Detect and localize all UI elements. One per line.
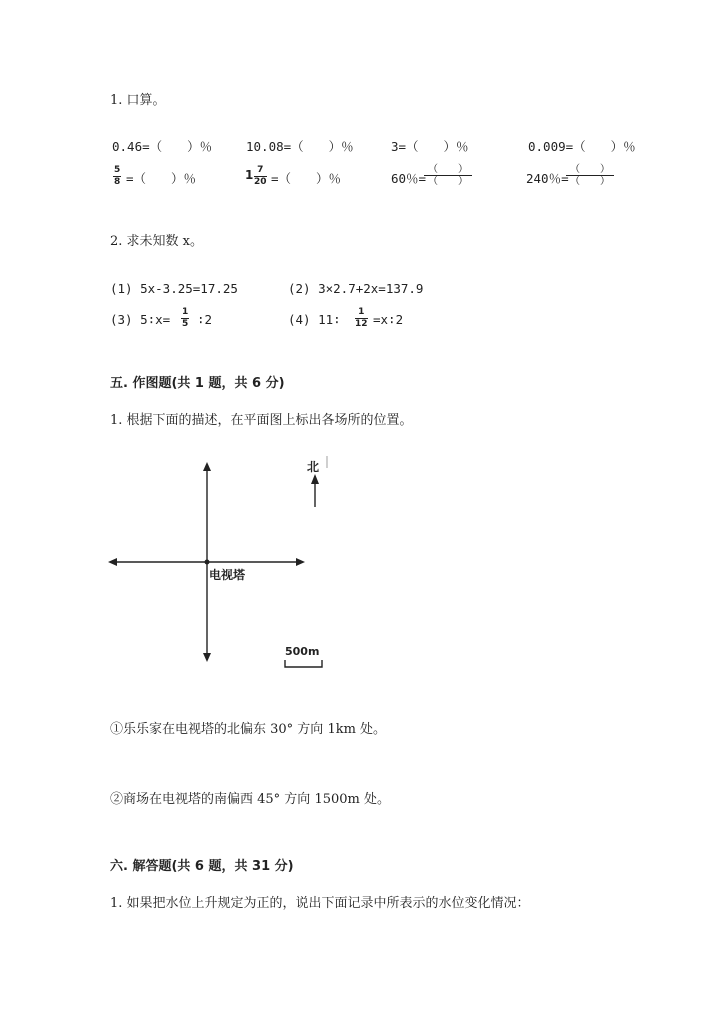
axis-arrow-left [108,558,117,566]
equation-2: (2) 3×2.7+2x=137.9 [288,281,424,296]
axis-arrow-up [203,462,211,471]
section-6-question-1: 1. 如果把水位上升规定为正的，说出下面记录中所表示的水位变化情况： [110,896,530,911]
calc-item-7-lead: 60％= [391,171,427,186]
blank-fraction-240 [566,164,614,187]
scale-bar [285,660,322,667]
solve-title: 2. 求未知数 x。 [110,234,203,249]
axis-arrow-down [203,653,211,662]
fraction-7-20 [254,165,267,188]
blank-numerator: （ ） [424,164,472,176]
fraction-5-8 [113,165,121,188]
map-item-1: ①乐乐家在电视塔的北偏东 30° 方向 1km 处。 [110,722,387,737]
fraction-denominator: 5 [182,319,189,329]
center-point [205,560,210,565]
equation-4-lead: (4) 11∶ [288,312,341,327]
equation-3-lead: (3) 5∶x= [110,312,171,327]
section-5-question-1: 1. 根据下面的描述，在平面图上标出各场所的位置。 [110,413,413,428]
fraction-denominator: 20 [254,177,267,187]
calc-item-8-lead: 240％= [526,171,569,186]
fraction-1-5 [181,307,189,330]
calc-item-3: 3=（ ）％ [391,139,469,154]
north-label: 北 [307,460,320,474]
scale-label: 500m [285,645,320,658]
blank-fraction-60 [424,164,472,187]
blank-numerator: （ ） [566,164,614,176]
mixed-whole: 1 [245,168,254,182]
section-5-heading: 五. 作图题(共 1 题，共 6 分) [110,376,285,391]
fraction-denominator: 12 [355,319,368,329]
blank-denominator: （ ） [570,176,610,187]
calc-item-5-rest: =（ ）％ [126,171,197,186]
calc-item-1: 0.46=（ ）％ [112,139,213,154]
calc-item-6-rest: =（ ）％ [271,171,342,186]
fraction-numerator: 7 [254,165,267,177]
fraction-numerator: 5 [114,165,121,175]
section-6-heading: 六. 解答题(共 6 题，共 31 分) [110,859,294,874]
equation-4-tail: =x∶2 [373,312,404,327]
north-arrow-head [311,474,319,484]
axis-arrow-right [296,558,305,566]
location-map [100,450,360,680]
fraction-denominator: 8 [114,177,121,187]
center-label: 电视塔 [209,568,246,582]
map-item-2: ②商场在电视塔的南偏西 45° 方向 1500m 处。 [110,792,390,807]
calc-item-2: 10.08=（ ）％ [246,139,354,154]
blank-denominator: （ ） [428,176,468,187]
calc-title: 1. 口算。 [110,93,166,108]
equation-3-tail: ∶2 [197,312,213,327]
equation-1: (1) 5x-3.25=17.25 [110,281,238,296]
fraction-numerator: 1 [182,307,189,317]
fraction-numerator: 1 [355,307,368,319]
calc-item-4: 0.009=（ ）％ [528,139,636,154]
fraction-1-12 [355,307,368,330]
